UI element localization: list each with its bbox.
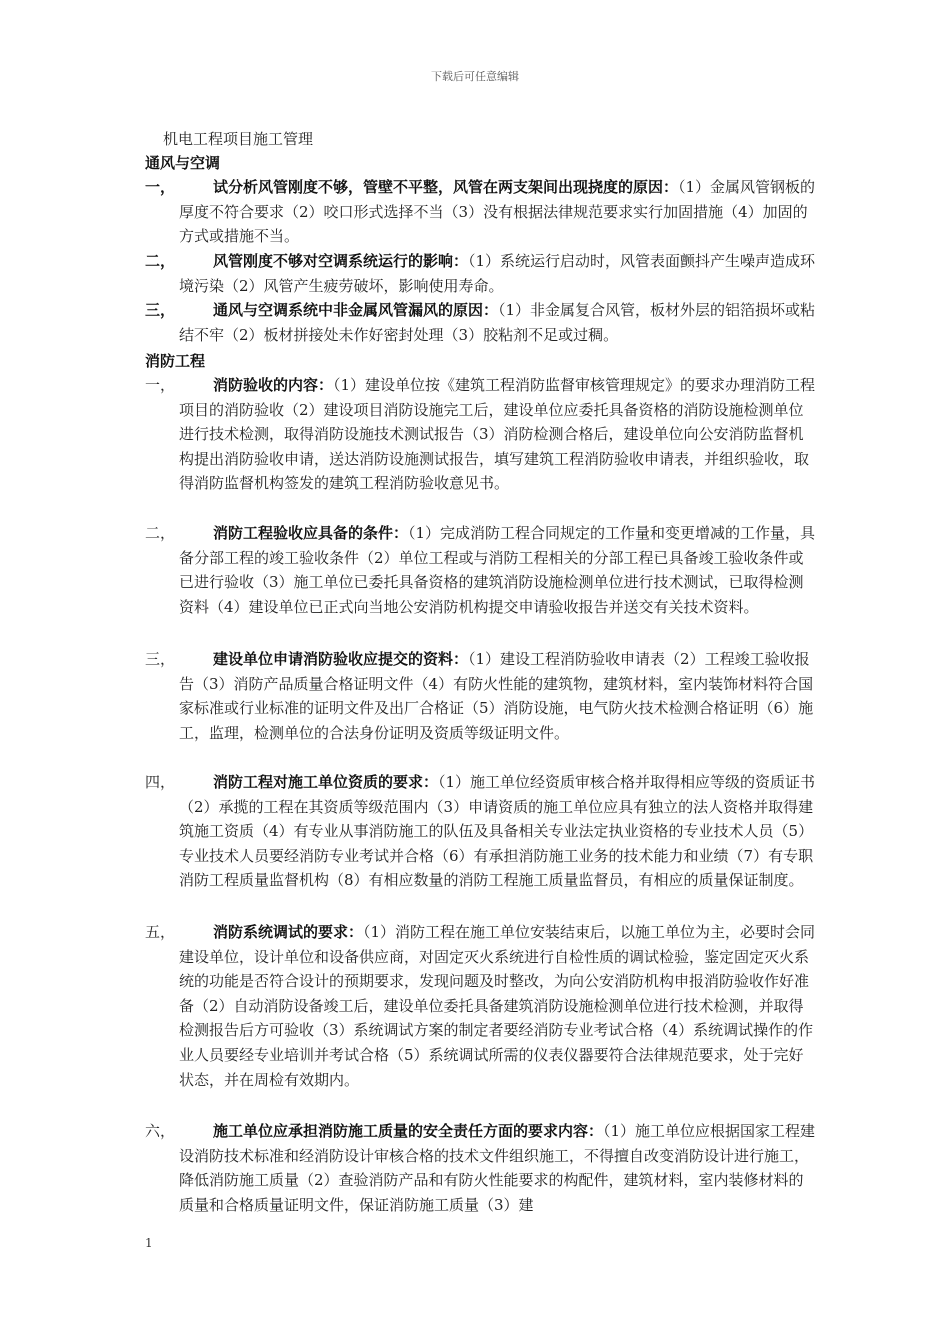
item-heading: 施工单位应承担消防施工质量的安全责任方面的要求内容： (213, 1122, 604, 1140)
list-item (145, 373, 817, 496)
item-number: 四， (145, 773, 176, 791)
list-item (145, 647, 817, 745)
item-number: 一， (145, 376, 176, 394)
item-heading: 建设单位申请消防验收应提交的资料： (213, 650, 469, 668)
list-item (145, 920, 817, 1092)
item-heading: 消防工程验收应具备的条件： (213, 524, 409, 542)
item-text: （1）金属风管钢板的厚度不符合要求（2）咬口形式选择不当（3）没有根据法律规范要求实行加固措施（4）加固的方式或措施不当。 (179, 178, 816, 246)
item-text: （1）建设单位按《建筑工程消防监督审核管理规定》的要求办理消防工程项目的消防验收（2）建设项目消防设施完工后，建设单位应委托具备资格的消防设施检测单位进行技术检测，取得消防设施技术测试报告（3）消防检测合格后，建设单位向公安消防监督机构提出消防验收申请，送达消防设施测试报告，填写建筑工程消防验收申请表，并组织验收，取得消防监督机构签发的建筑工程消防验收意见书。 (179, 376, 816, 493)
item-text: （1）完成消防工程合同规定的工作量和变更增减的工作量，具备分部工程的竣工验收条件（2）单位工程或与消防工程相关的分部工程已具备竣工验收条件或已进行验收（3）施工单位已委托具备资格的建筑消防设施检测单位进行技术测试，已取得检测资料（4）建设单位已正式向当地公安消防机构提交申请验收报告并送交有关技术资料。 (179, 524, 816, 616)
item-heading: 消防系统调试的要求： (213, 923, 364, 941)
item-heading: 消防验收的内容： (213, 376, 334, 394)
item-text: （1）消防工程在施工单位安装结束后，以施工单位为主，必要时会同建设单位，设计单位和设备供应商，对固定灭火系统进行自检性质的调试检验，鉴定固定灭火系统的功能是否符合设计的预期要求，发现问题及时整改，为向公安消防机构申报消防验收作好准备（2）自动消防设备竣工后，建设单位委托具备建筑消防设施检测单位进行技术检测，并取得检测报告后方可验收（3）系统调试方案的制定者要经消防专业考试合格（4）系统调试操作的作业人员要经专业培训并考试合格（5）系统调试所需的仪表仪器要符合法律规范要求，处于完好状态，并在周检有效期内。 (179, 923, 816, 1089)
list-item (145, 770, 817, 893)
item-text: （1）非金属复合风管，板材外层的铝箔损坏或粘结不牢（2）板材拼接处未作好密封处理（3）胶粘剂不足或过稠。 (179, 301, 816, 344)
item-number: 三， (145, 301, 176, 319)
list-item (145, 175, 817, 249)
item-number: 六， (145, 1122, 176, 1140)
page-header: 下载后可任意编辑 (431, 70, 519, 83)
list-item (145, 249, 817, 298)
item-heading: 试分析风管刚度不够，管壁不平整，风管在两支架间出现挠度的原因： (213, 178, 679, 196)
item-number: 二， (145, 252, 176, 270)
list-item (145, 521, 817, 619)
item-text: （1）建设工程消防验收申请表（2）工程竣工验收报告（3）消防产品质量合格证明文件（4）有防火性能的建筑物，建筑材料，室内装饰材料符合国家标准或行业标准的证明文件及出厂合格证（5）消防设施，电气防火技术检测合格证明（6）施工，监理，检测单位的合法身份证明及资质等级证明文件。 (179, 650, 814, 742)
item-text: （1）施工单位经资质审核合格并取得相应等级的资质证书（2）承揽的工程在其资质等级范围内（3）申请资质的施工单位应具有独立的法人资格并取得建筑施工资质（4）有专业从事消防施工的队伍及具备相关专业法定执业资格的专业技术人员（5）专业技术人员要经消防专业考试并合格（6）有承担消防施工业务的技术能力和业绩（7）有专职消防工程质量监督机构（8）有相应数量的消防工程施工质量监督员，有相应的质量保证制度。 (179, 773, 816, 890)
section-title-ventilation: 通风与空调 (145, 154, 221, 172)
list-item (145, 298, 817, 347)
document-title: 机电工程项目施工管理 (163, 130, 314, 148)
item-text: （1）施工单位应根据国家工程建设消防技术标准和经消防设计审核合格的技术文件组织施工，不得擅自改变消防设计进行施工，降低消防施工质量（2）查验消防产品和有防火性能要求的构配件，建筑材料，室内装修材料的质量和合格质量证明文件，保证消防施工质量（3）建 (179, 1122, 816, 1214)
item-number: 一， (145, 178, 176, 196)
item-number: 五， (145, 923, 176, 941)
item-number: 三， (145, 650, 176, 668)
item-heading: 通风与空调系统中非金属风管漏风的原因： (213, 301, 499, 319)
item-number: 二， (145, 524, 176, 542)
item-text: （1）系统运行启动时，风管表面颤抖产生噪声造成环境污染（2）风管产生疲劳破坏，影响使用寿命。 (179, 252, 816, 295)
item-heading: 风管刚度不够对空调系统运行的影响： (213, 252, 469, 270)
list-item (145, 1119, 817, 1217)
section-title-fire-protection: 消防工程 (145, 352, 206, 370)
page-number: 1 (145, 1236, 153, 1250)
item-heading: 消防工程对施工单位资质的要求： (213, 773, 439, 791)
